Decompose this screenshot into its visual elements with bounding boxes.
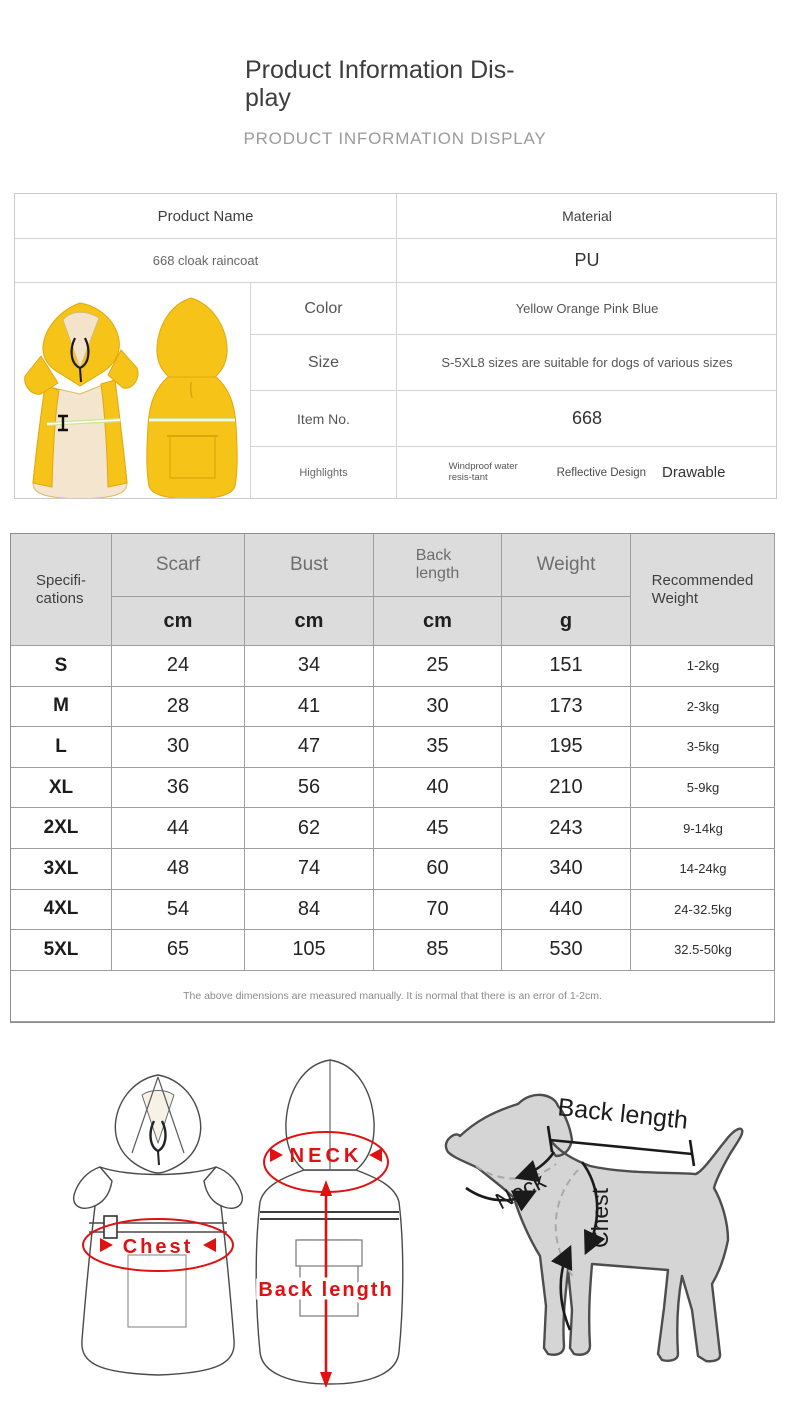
bust-cell: 34 [245,646,374,687]
back-cell: 35 [374,727,502,768]
scarf-cell: 30 [112,727,245,768]
weight-cell: 243 [502,808,631,849]
product-name-value: 668 cloak raincoat [15,239,397,283]
back-cell: 30 [374,687,502,728]
bust-cell: 47 [245,727,374,768]
scarf-cell: 28 [112,687,245,728]
recommended-cell: 24-32.5kg [631,890,775,931]
specifications-header: Specifi- cations [11,534,112,646]
size-cell: S [11,646,112,687]
back-length-measure-label: Back length [258,1279,394,1301]
info-table [14,193,777,499]
back-length-unit: cm [374,597,502,646]
recommended-cell: 2-3kg [631,687,775,728]
dog-chest-label: Chest [587,1187,613,1249]
recommended-cell: 1-2kg [631,646,775,687]
dog-neck-label: Neck [491,1167,550,1215]
bust-cell: 56 [245,768,374,809]
size-cell: XL [11,768,112,809]
size-label: Size [251,335,397,391]
chest-measure-label: Chest [122,1236,194,1258]
dog-measurement-diagram [430,1078,790,1403]
scarf-unit: cm [112,597,245,646]
raincoat-photo-illustration [15,284,250,498]
back-cell: 45 [374,808,502,849]
bust-cell: 62 [245,808,374,849]
weight-cell: 530 [502,930,631,971]
scarf-cell: 65 [112,930,245,971]
bust-unit: cm [245,597,374,646]
measurement-note: The above dimensions are measured manually. It is normal that there is an error of 1-2cm. [11,971,775,1022]
back-cell: 25 [374,646,502,687]
size-value: S-5XL8 sizes are suitable for dogs of various sizes [397,335,777,391]
product-photo [15,283,251,498]
highlights-label: Highlights [251,447,397,498]
size-cell: 4XL [11,890,112,931]
back-raincoat-diagram [242,1052,417,1402]
back-cell: 85 [374,930,502,971]
weight-cell: 440 [502,890,631,931]
color-label: Color [251,283,397,335]
scarf-header: Scarf [112,534,245,597]
size-cell: 5XL [11,930,112,971]
dog-back-length-label: Back length [556,1093,690,1135]
page-subtitle: PRODUCT INFORMATION DISPLAY [243,129,547,148]
scarf-cell: 44 [112,808,245,849]
weight-cell: 210 [502,768,631,809]
weight-cell: 151 [502,646,631,687]
bust-cell: 105 [245,930,374,971]
back-cell: 60 [374,849,502,890]
size-cell: 3XL [11,849,112,890]
bust-cell: 84 [245,890,374,931]
recommended-cell: 9-14kg [631,808,775,849]
item-no-label: Item No. [251,391,397,447]
back-cell: 70 [374,890,502,931]
weight-cell: 195 [502,727,631,768]
recommended-weight-header: Recommended Weight [631,534,775,646]
size-cell: 2XL [11,808,112,849]
item-no-value: 668 [397,391,777,447]
product-name-header: Product Name [15,194,397,239]
scarf-cell: 24 [112,646,245,687]
bust-header: Bust [245,534,374,597]
size-cell: M [11,687,112,728]
recommended-cell: 32.5-50kg [631,930,775,971]
bust-cell: 74 [245,849,374,890]
scarf-cell: 54 [112,890,245,931]
page-title: Product Information Dis- play [245,56,515,112]
weight-header: Weight [502,534,631,597]
scarf-cell: 48 [112,849,245,890]
back-cell: 40 [374,768,502,809]
recommended-cell: 5-9kg [631,768,775,809]
color-value: Yellow Orange Pink Blue [397,283,777,335]
size-cell: L [11,727,112,768]
weight-cell: 340 [502,849,631,890]
neck-measure-label: NECK [289,1145,363,1167]
material-header: Material [397,194,777,239]
highlight-windproof: Windproof water resis-tant [448,460,518,483]
weight-cell: 173 [502,687,631,728]
scarf-cell: 36 [112,768,245,809]
highlight-drawable: Drawable [662,464,726,481]
front-raincoat-diagram [58,1055,258,1390]
bust-cell: 41 [245,687,374,728]
highlight-reflective: Reflective Design [556,466,647,479]
back-length-header: Back length [374,534,502,597]
recommended-cell: 14-24kg [631,849,775,890]
weight-unit: g [502,597,631,646]
recommended-cell: 3-5kg [631,727,775,768]
size-table [10,533,775,1023]
highlights-value [397,447,777,498]
material-value: PU [397,239,777,283]
